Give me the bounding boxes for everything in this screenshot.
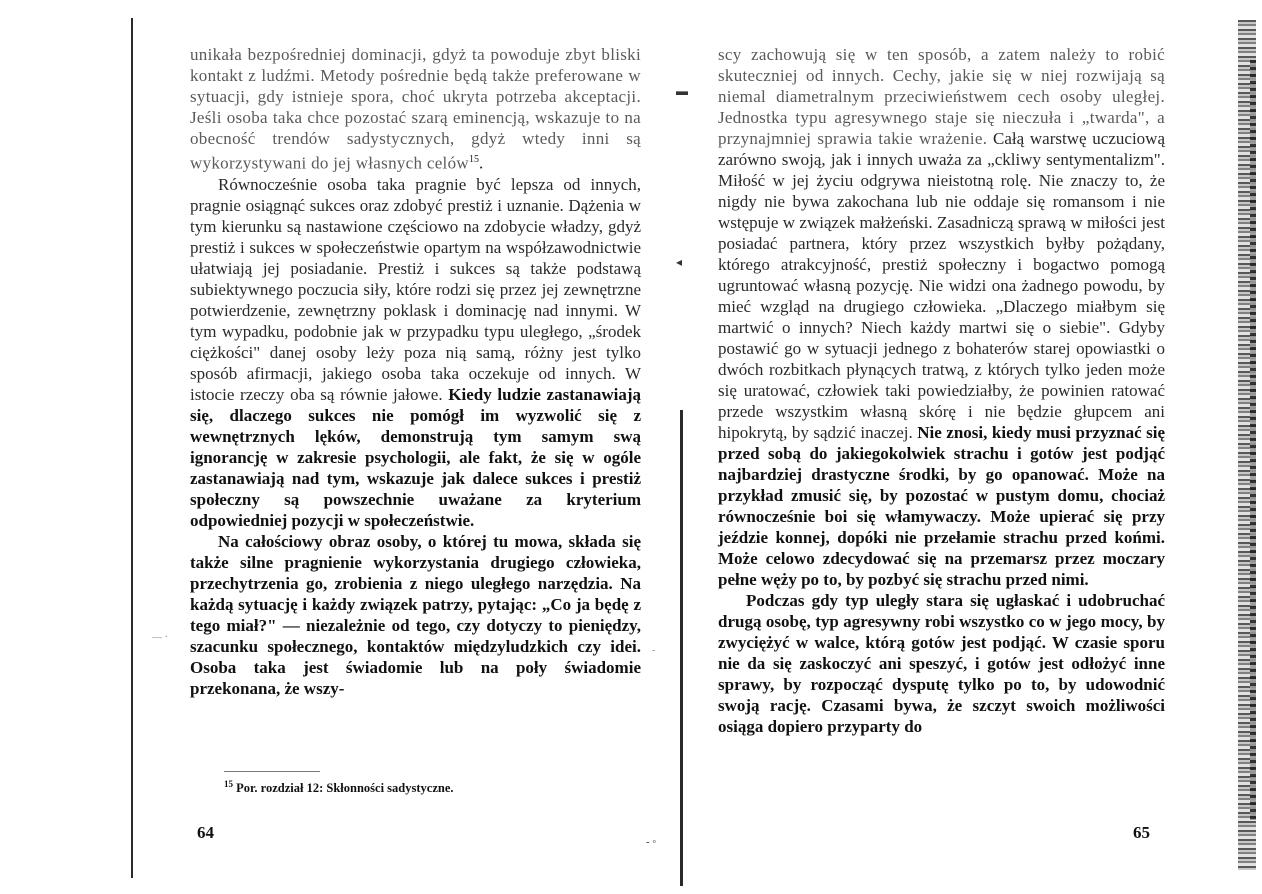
gutter-mark: ◂	[676, 255, 683, 269]
page-number: 64	[197, 823, 214, 842]
paragraph	[190, 174, 641, 531]
footnote-divider	[224, 771, 320, 772]
paragraph-text: Podczas gdy typ uległy stara się ugłaskać i udobruchać drugą osobę, typ agresywny robi wszystko co w jego mocy, by zwyciężyć w walce, którą gotów jest podjąć. W czasie sporu nie da się zaskoczyć ani speszyć, i gotów jest odłożyć inne sprawy, by rozpocząć dysputę tylko po to, by udowodnić swoją rację. Czasami bywa, że szczyt swoich możliwości osiąga dopiero przyparty do	[718, 591, 1165, 736]
book-gutter	[680, 410, 683, 886]
page-number: 65	[1133, 823, 1150, 842]
left-page	[190, 44, 641, 699]
footnote-reference: 15	[468, 154, 479, 165]
paragraph-text: Równocześnie osoba taka pragnie być lepsza od innych, pragnie osiągnąć sukces oraz zdobyć prestiż i uznanie. Dążenia w tym kierunku są nastawione częściowo na zdobycie władzy, gdyż prestiż i sukces w społeczeństwie opartym na współzawodnictwie ułatwiają jej posiadanie. Prestiż i sukces są także podstawą subiektywnego poczucia siły, które rodzi się przez jej zewnętrzne potwierdzenie, zewnętrzny poklask i dominację nad innymi. W tym wypadku, podobnie jak w przypadku typu uległego, „środek ciężkości" danej osoby leży poza nią samą, różny jest tylko sposób afirmacji, jakiego osoba taka oczekuje od innych. W istocie rzeczy oba są równie jałowe.	[190, 174, 641, 404]
margin-mark: -	[652, 645, 656, 656]
scan-left-edge	[131, 18, 133, 878]
margin-mark: — ·	[152, 632, 168, 643]
paragraph-text: Na całościowy obraz osoby, o której tu mowa, składa się także silne pragnienie wykorzystania drugiego człowieka, przechytrzenia go, zrobienia z niego uległego narzędzia. Na każdą sytuację i każdy związek patrzy, pytając: „Co ja będę z tego miał?" — niezależnie od tego, czy dotyczy to pieniędzy, szacunku społecznego, kontaktów międzyludzkich czy idei. Osoba taka jest świadomie lub na poły świadomie przekonana, że wszy-	[190, 531, 641, 698]
right-page	[718, 44, 1165, 737]
paragraph-text: unikała bezpośredniej dominacji, gdyż ta powoduje zbyt bliski kontakt z ludźmi. Metody pośrednie będą także preferowane w sytuacji, gdy istnieje spora, choć ukryta potrzeba akceptacji. Jeśli osoba taka chce pozostać szarą eminencją, wskazuje to na obecność trendów sadystycznych, gdyż wtedy inni są wykorzystywani do jej własnych celów	[190, 45, 641, 173]
paragraph	[718, 590, 1165, 737]
paragraph-text: Kiedy ludzie zastanawiają się, dlaczego sukces nie pomógł im wyzwolić się z wewnętrznych lęków, demonstrują tym samym swą ignorancję w zakresie psychologii, ale fakt, że się w ogóle zastanawiają nad tym, wskazuje jak dalece sukces i prestiż społeczny są powszechnie uważane za kryterium odpowiedniej pozycji w społeczeństwie.	[190, 384, 641, 530]
paragraph-text: Całą warstwę uczuciową zarówno swoją, jak i innych uważa za „ckliwy sentymentalizm". Miłość w jej życiu odgrywa nieistotną rolę. Nie znaczy to, że nigdy nie bywa zakochana lub nie oddaje się romansom i nie wstępuje w związek małżeński. Zasadniczą sprawą w miłości jest posiadać partnera, który przez wszystkich byłby pożądany, którego atrakcyjność, prestiż społeczny i bogactwo pomogą ugruntować własną pozycję. Nie widzi ona żadnego powodu, by mieć wzgląd na drugiego człowieka. „Dlaczego miałbym się martwić o innych? Niech każdy martwi się o siebie". Gdyby postawić go w sytuacji jednego z bohaterów starej opowiastki o dwóch rozbitkach płynących tratwą, z których tylko jeden może się uratować, człowiek taki powiedziałby, że powinien ratować przede wszystkim własną skórę i nie będzie głupcem ani hipokrytą, by sądzić inaczej.	[718, 129, 1165, 442]
page-stack-edge-dark	[1250, 60, 1256, 820]
paragraph	[718, 44, 1165, 590]
footnote	[224, 779, 454, 796]
footnote-number: 15	[224, 779, 233, 789]
gutter-mark: - ◦	[646, 836, 657, 848]
paragraph	[190, 44, 641, 174]
paragraph	[190, 531, 641, 699]
footnote-text: Por. rozdział 12: Skłonności sadystyczne.	[236, 781, 454, 796]
paragraph-text: Nie znosi, kiedy musi przyznać się przed sobą do jakiegokolwiek strachu i gotów jest podjąć najbardziej drastyczne środki, by go opanować. Może na przykład zmusić się, by pozostać w pustym domu, chociaż równocześnie boi się włamywaczy. Może upierać się przy jeździe konnej, dopóki nie przełamie strachu przed końmi. Może celowo zdecydować się na przemarsz przez moczary pełne węży po to, by pozbyć się strachu przed nimi.	[718, 423, 1165, 589]
gutter-mark: ▬	[676, 84, 688, 98]
paragraph-text: .	[478, 153, 484, 173]
paragraph-text: scy zachowują się w ten sposób, a zatem należy to robić skuteczniej od innych. Cechy, jakie się w niej rozwijają są niemal diametralnym przeciwieństwem cech osoby uległej. Jednostka typu agresywnego staje się nieczuła i „twarda", a przynajmniej sprawia takie wrażenie.	[718, 45, 1165, 148]
